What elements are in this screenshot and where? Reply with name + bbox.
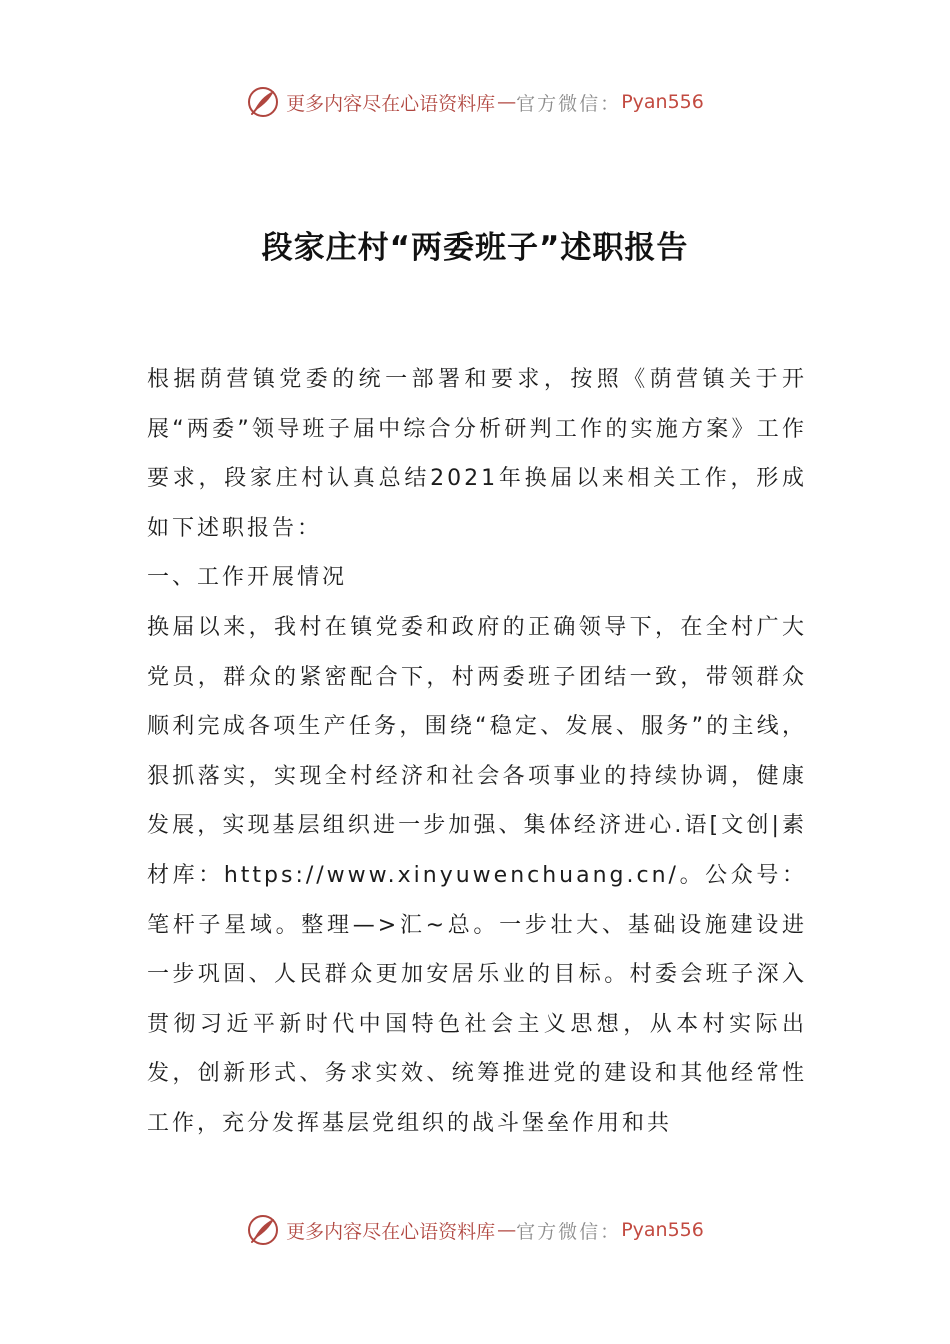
paragraph-intro: 根据荫营镇党委的统一部署和要求，按照《荫营镇关于开展“两委”领导班子届中综合分析研判工作的实施方案》工作要求，段家庄村认真总结2021年换届以来相关工作，形成如下述职报告： — [147, 367, 807, 541]
banner-sub-text: 官方微信： — [516, 1220, 622, 1243]
banner-wechat-id: Pyan556 — [621, 1219, 704, 1241]
footer-banner — [0, 1210, 950, 1250]
document-body — [147, 355, 807, 1149]
banner-sub-text: 官方微信： — [516, 92, 622, 115]
banner-wechat-id: Pyan556 — [621, 91, 704, 113]
banner-dash: — — [497, 91, 515, 113]
section-heading: 一、工作开展情况 — [147, 565, 348, 591]
banner-main-text: 更多内容尽在心语资料库 — [286, 1220, 496, 1243]
paragraph-work: 换届以来，我村在镇党委和政府的正确领导下，在全村广大党员，群众的紧密配合下，村两委班子团结一致，带领群众顺利完成各项生产任务，围绕“稳定、发展、服务”的主线，狠抓落实，实现全村经济和社会各项事业的持续协调，健康发展，实现基层组织进一步加强、集体经济进心.语[文创|素材库：https://www.xinyuwenchuang.cn/。公众号：笔杆子星域。整理—>汇~总。一步壮大、基础设施建设进一步巩固、人民群众更加安居乐业的目标。村委会班子深入贯彻习近平新时代中国特色社会主义思想，从本村实际出发，创新形式、务求实效、统筹推进党的建设和其他经常性工作，充分发挥基层党组织的战斗堡垒作用和共 — [147, 614, 807, 1136]
document-title: 段家庄村“两委班子”述职报告 — [261, 230, 689, 266]
header-banner — [0, 82, 950, 122]
banner-dash: — — [497, 1219, 515, 1241]
banner-main-text: 更多内容尽在心语资料库 — [286, 92, 496, 115]
feather-pen-logo-icon — [246, 85, 280, 119]
feather-pen-logo-icon — [246, 1213, 280, 1247]
